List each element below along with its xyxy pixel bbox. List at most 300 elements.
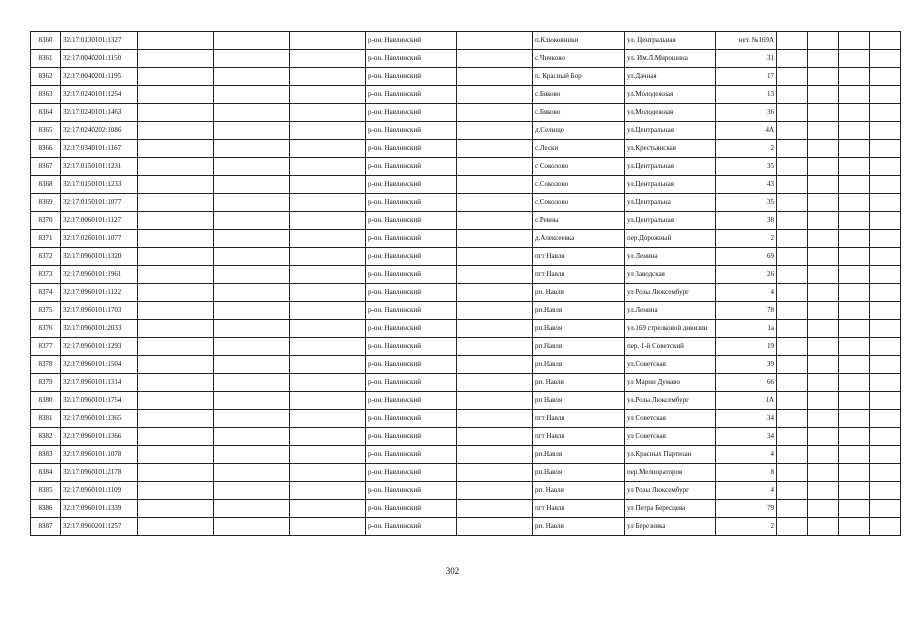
empty-cell bbox=[214, 356, 290, 374]
empty-cell bbox=[777, 428, 808, 446]
cadastral-number-cell: 32:17:0960101:2033 bbox=[61, 320, 138, 338]
house-number-cell: 17 bbox=[716, 68, 777, 86]
district-cell: р-он. Навлинский bbox=[366, 356, 457, 374]
cadastral-number-cell: 32:17:0960101:1339 bbox=[61, 500, 138, 518]
empty-cell bbox=[457, 464, 533, 482]
house-number-cell: 38 bbox=[716, 212, 777, 230]
empty-cell bbox=[839, 266, 870, 284]
empty-cell bbox=[290, 446, 366, 464]
empty-cell bbox=[138, 68, 214, 86]
empty-cell bbox=[808, 50, 839, 68]
empty-cell bbox=[290, 284, 366, 302]
cadastral-number-cell: 32:17:0960101:1314 bbox=[61, 374, 138, 392]
empty-cell bbox=[457, 374, 533, 392]
empty-cell bbox=[777, 194, 808, 212]
empty-cell bbox=[138, 284, 214, 302]
empty-cell bbox=[214, 176, 290, 194]
empty-cell bbox=[290, 302, 366, 320]
cadastral-number-cell: 32:17:0960101:1703 bbox=[61, 302, 138, 320]
street-cell: ул.Центральная bbox=[625, 212, 716, 230]
table-row bbox=[31, 392, 901, 410]
empty-cell bbox=[839, 68, 870, 86]
table-row bbox=[31, 518, 901, 536]
empty-cell bbox=[808, 320, 839, 338]
empty-cell bbox=[457, 410, 533, 428]
cadastral-number-cell: 32:17:0960101:1293 bbox=[61, 338, 138, 356]
empty-cell bbox=[777, 518, 808, 536]
locality-cell: с.Бяково bbox=[533, 104, 625, 122]
empty-cell bbox=[214, 50, 290, 68]
district-cell: р-он. Навлинский bbox=[366, 392, 457, 410]
empty-cell bbox=[138, 248, 214, 266]
empty-cell bbox=[457, 356, 533, 374]
district-cell: р-он. Навлинский bbox=[366, 518, 457, 536]
district-cell: р-он. Навлинский bbox=[366, 194, 457, 212]
empty-cell bbox=[777, 248, 808, 266]
empty-cell bbox=[214, 320, 290, 338]
row-number-cell: 8365 bbox=[31, 122, 61, 140]
empty-cell bbox=[138, 374, 214, 392]
locality-cell: рп.Навля bbox=[533, 356, 625, 374]
house-number-cell: 26 bbox=[716, 266, 777, 284]
empty-cell bbox=[138, 302, 214, 320]
cadastral-number-cell: 32:17:0130101:1327 bbox=[61, 32, 138, 50]
street-cell: ул Марии Думаво bbox=[625, 374, 716, 392]
table-row bbox=[31, 176, 901, 194]
empty-cell bbox=[290, 50, 366, 68]
empty-cell bbox=[839, 338, 870, 356]
cadastral-number-cell: 32:17:0150101:1233 bbox=[61, 176, 138, 194]
street-cell: пер.Дорожный bbox=[625, 230, 716, 248]
table-row bbox=[31, 32, 901, 50]
empty-cell bbox=[808, 410, 839, 428]
house-number-cell: 36 bbox=[716, 104, 777, 122]
locality-cell: рп. Навля bbox=[533, 284, 625, 302]
house-number-cell: 43 bbox=[716, 176, 777, 194]
empty-cell bbox=[138, 482, 214, 500]
empty-cell bbox=[839, 86, 870, 104]
cadastral-number-cell: 32:17:0960101:1320 bbox=[61, 248, 138, 266]
row-number-cell: 8383 bbox=[31, 446, 61, 464]
empty-cell bbox=[777, 410, 808, 428]
empty-cell bbox=[290, 320, 366, 338]
cadastral-number-cell: 32:17:0260101:1077 bbox=[61, 230, 138, 248]
empty-cell bbox=[290, 104, 366, 122]
empty-cell bbox=[138, 446, 214, 464]
empty-cell bbox=[808, 104, 839, 122]
cadastral-number-cell: 32:17:0240101:1254 bbox=[61, 86, 138, 104]
row-number-cell: 8375 bbox=[31, 302, 61, 320]
empty-cell bbox=[457, 284, 533, 302]
table-row bbox=[31, 248, 901, 266]
table-row bbox=[31, 230, 901, 248]
empty-cell bbox=[808, 338, 839, 356]
street-cell: пер. 1-й Советский bbox=[625, 338, 716, 356]
row-number-cell: 8382 bbox=[31, 428, 61, 446]
house-number-cell: 39 bbox=[716, 356, 777, 374]
empty-cell bbox=[214, 374, 290, 392]
empty-cell bbox=[808, 428, 839, 446]
row-number-cell: 8374 bbox=[31, 284, 61, 302]
empty-cell bbox=[290, 374, 366, 392]
table-row bbox=[31, 140, 901, 158]
empty-cell bbox=[457, 140, 533, 158]
house-number-cell: 34 bbox=[716, 410, 777, 428]
table-row bbox=[31, 374, 901, 392]
empty-cell bbox=[457, 32, 533, 50]
street-cell: ул.Ленина bbox=[625, 302, 716, 320]
empty-cell bbox=[457, 446, 533, 464]
district-cell: р-он. Навлинский bbox=[366, 500, 457, 518]
street-cell: ул.Розы Люксембург bbox=[625, 392, 716, 410]
cadastral-number-cell: 32:17:0960101:1078 bbox=[61, 446, 138, 464]
empty-cell bbox=[870, 212, 901, 230]
empty-cell bbox=[777, 212, 808, 230]
empty-cell bbox=[839, 482, 870, 500]
empty-cell bbox=[808, 266, 839, 284]
empty-cell bbox=[457, 320, 533, 338]
empty-cell bbox=[138, 158, 214, 176]
street-cell: ул Советская bbox=[625, 428, 716, 446]
locality-cell: пгт Навля bbox=[533, 410, 625, 428]
empty-cell bbox=[290, 194, 366, 212]
table-row bbox=[31, 464, 901, 482]
empty-cell bbox=[839, 50, 870, 68]
row-number-cell: 8385 bbox=[31, 482, 61, 500]
street-cell: ул Петра Бересцева bbox=[625, 500, 716, 518]
house-number-cell: 69 bbox=[716, 248, 777, 266]
cadastral-number-cell: 32:17:0150101:1231 bbox=[61, 158, 138, 176]
empty-cell bbox=[777, 86, 808, 104]
empty-cell bbox=[138, 410, 214, 428]
empty-cell bbox=[808, 122, 839, 140]
cadastral-number-cell: 32:17:0040201:1195 bbox=[61, 68, 138, 86]
locality-cell: рп.Навля bbox=[533, 446, 625, 464]
empty-cell bbox=[457, 266, 533, 284]
empty-cell bbox=[839, 302, 870, 320]
table-row bbox=[31, 194, 901, 212]
empty-cell bbox=[457, 212, 533, 230]
empty-cell bbox=[777, 284, 808, 302]
empty-cell bbox=[808, 482, 839, 500]
empty-cell bbox=[839, 212, 870, 230]
empty-cell bbox=[290, 482, 366, 500]
empty-cell bbox=[870, 194, 901, 212]
empty-cell bbox=[839, 248, 870, 266]
empty-cell bbox=[290, 140, 366, 158]
table-row bbox=[31, 284, 901, 302]
district-cell: р-он. Навлинский bbox=[366, 248, 457, 266]
house-number-cell: 4 bbox=[716, 482, 777, 500]
district-cell: р-он. Навлинский bbox=[366, 266, 457, 284]
empty-cell bbox=[777, 158, 808, 176]
house-number-cell: 4 bbox=[716, 284, 777, 302]
empty-cell bbox=[457, 122, 533, 140]
house-number-cell: нет. №169А bbox=[716, 32, 777, 50]
empty-cell bbox=[138, 212, 214, 230]
empty-cell bbox=[870, 338, 901, 356]
district-cell: р-он. Навлинский bbox=[366, 230, 457, 248]
row-number-cell: 8387 bbox=[31, 518, 61, 536]
empty-cell bbox=[870, 122, 901, 140]
empty-cell bbox=[808, 500, 839, 518]
empty-cell bbox=[777, 500, 808, 518]
empty-cell bbox=[808, 68, 839, 86]
cadastral-number-cell: 32:17:0960201:1257 bbox=[61, 518, 138, 536]
empty-cell bbox=[808, 86, 839, 104]
locality-cell: д.Алексеевка bbox=[533, 230, 625, 248]
empty-cell bbox=[870, 356, 901, 374]
empty-cell bbox=[290, 518, 366, 536]
empty-cell bbox=[290, 356, 366, 374]
empty-cell bbox=[457, 338, 533, 356]
cadastral-number-cell: 32:17:0960101:1122 bbox=[61, 284, 138, 302]
empty-cell bbox=[777, 464, 808, 482]
empty-cell bbox=[214, 446, 290, 464]
district-cell: р-он. Навлинский bbox=[366, 464, 457, 482]
cadastral-number-cell: 32:17:0150101:1077 bbox=[61, 194, 138, 212]
empty-cell bbox=[839, 284, 870, 302]
house-number-cell: 66 bbox=[716, 374, 777, 392]
empty-cell bbox=[839, 374, 870, 392]
empty-cell bbox=[870, 320, 901, 338]
empty-cell bbox=[870, 104, 901, 122]
row-number-cell: 8362 bbox=[31, 68, 61, 86]
house-number-cell: 1а bbox=[716, 320, 777, 338]
empty-cell bbox=[839, 428, 870, 446]
empty-cell bbox=[214, 32, 290, 50]
empty-cell bbox=[870, 176, 901, 194]
row-number-cell: 8376 bbox=[31, 320, 61, 338]
row-number-cell: 8364 bbox=[31, 104, 61, 122]
empty-cell bbox=[839, 194, 870, 212]
empty-cell bbox=[214, 212, 290, 230]
empty-cell bbox=[777, 50, 808, 68]
empty-cell bbox=[457, 158, 533, 176]
empty-cell bbox=[808, 32, 839, 50]
house-number-cell: 4А bbox=[716, 122, 777, 140]
empty-cell bbox=[777, 104, 808, 122]
empty-cell bbox=[777, 266, 808, 284]
locality-cell: п. Красный Бор bbox=[533, 68, 625, 86]
empty-cell bbox=[777, 140, 808, 158]
district-cell: р-он. Навлинский bbox=[366, 446, 457, 464]
empty-cell bbox=[839, 158, 870, 176]
empty-cell bbox=[839, 122, 870, 140]
table-row bbox=[31, 122, 901, 140]
empty-cell bbox=[457, 86, 533, 104]
empty-cell bbox=[870, 230, 901, 248]
empty-cell bbox=[138, 86, 214, 104]
row-number-cell: 8381 bbox=[31, 410, 61, 428]
registry-table bbox=[30, 31, 901, 536]
empty-cell bbox=[808, 464, 839, 482]
empty-cell bbox=[214, 122, 290, 140]
locality-cell: рп.Навля bbox=[533, 302, 625, 320]
empty-cell bbox=[457, 248, 533, 266]
street-cell: ул.Дачная bbox=[625, 68, 716, 86]
empty-cell bbox=[290, 230, 366, 248]
district-cell: р-он. Навлинский bbox=[366, 284, 457, 302]
table-row bbox=[31, 212, 901, 230]
empty-cell bbox=[808, 230, 839, 248]
house-number-cell: 13 bbox=[716, 86, 777, 104]
empty-cell bbox=[214, 230, 290, 248]
empty-cell bbox=[870, 50, 901, 68]
empty-cell bbox=[290, 68, 366, 86]
empty-cell bbox=[457, 50, 533, 68]
empty-cell bbox=[138, 266, 214, 284]
locality-cell: рп.Навля bbox=[533, 464, 625, 482]
table-row bbox=[31, 86, 901, 104]
empty-cell bbox=[808, 176, 839, 194]
empty-cell bbox=[290, 392, 366, 410]
cadastral-number-cell: 32:17:0040201:1150 bbox=[61, 50, 138, 68]
empty-cell bbox=[457, 176, 533, 194]
district-cell: р-он. Навлинский bbox=[366, 176, 457, 194]
empty-cell bbox=[808, 302, 839, 320]
empty-cell bbox=[138, 356, 214, 374]
empty-cell bbox=[870, 500, 901, 518]
empty-cell bbox=[839, 104, 870, 122]
locality-cell: п.Клюковники bbox=[533, 32, 625, 50]
empty-cell bbox=[870, 140, 901, 158]
row-number-cell: 8378 bbox=[31, 356, 61, 374]
empty-cell bbox=[777, 32, 808, 50]
house-number-cell: 2 bbox=[716, 518, 777, 536]
district-cell: р-он. Навлинский bbox=[366, 302, 457, 320]
empty-cell bbox=[808, 212, 839, 230]
empty-cell bbox=[870, 518, 901, 536]
empty-cell bbox=[214, 410, 290, 428]
row-number-cell: 8384 bbox=[31, 464, 61, 482]
empty-cell bbox=[214, 518, 290, 536]
row-number-cell: 8361 bbox=[31, 50, 61, 68]
empty-cell bbox=[808, 374, 839, 392]
cadastral-number-cell: 32:17:0960101:1365 bbox=[61, 410, 138, 428]
locality-cell: рп Навля bbox=[533, 392, 625, 410]
district-cell: р-он. Навлинский bbox=[366, 482, 457, 500]
empty-cell bbox=[290, 338, 366, 356]
house-number-cell: 2 bbox=[716, 140, 777, 158]
street-cell: ул Розы Люксембург bbox=[625, 482, 716, 500]
table-row bbox=[31, 428, 901, 446]
empty-cell bbox=[138, 428, 214, 446]
district-cell: р-он. Навлинский bbox=[366, 320, 457, 338]
empty-cell bbox=[290, 464, 366, 482]
empty-cell bbox=[777, 356, 808, 374]
empty-cell bbox=[457, 194, 533, 212]
empty-cell bbox=[457, 302, 533, 320]
street-cell: ул.Центральная bbox=[625, 122, 716, 140]
house-number-cell: 19 bbox=[716, 338, 777, 356]
street-cell: ул Ленина bbox=[625, 248, 716, 266]
empty-cell bbox=[138, 230, 214, 248]
empty-cell bbox=[870, 446, 901, 464]
row-number-cell: 8377 bbox=[31, 338, 61, 356]
empty-cell bbox=[839, 140, 870, 158]
empty-cell bbox=[290, 86, 366, 104]
empty-cell bbox=[839, 32, 870, 50]
empty-cell bbox=[214, 500, 290, 518]
district-cell: р-он. Навлинский bbox=[366, 140, 457, 158]
empty-cell bbox=[839, 500, 870, 518]
empty-cell bbox=[214, 266, 290, 284]
empty-cell bbox=[870, 68, 901, 86]
empty-cell bbox=[839, 410, 870, 428]
empty-cell bbox=[870, 482, 901, 500]
house-number-cell: 78 bbox=[716, 302, 777, 320]
table-row bbox=[31, 446, 901, 464]
row-number-cell: 8366 bbox=[31, 140, 61, 158]
empty-cell bbox=[290, 122, 366, 140]
cadastral-number-cell: 32:17:0960101:2178 bbox=[61, 464, 138, 482]
table-row bbox=[31, 68, 901, 86]
street-cell: ул.Молодежная bbox=[625, 104, 716, 122]
street-cell: ул. Им.Л.Мирошина bbox=[625, 50, 716, 68]
empty-cell bbox=[290, 500, 366, 518]
empty-cell bbox=[457, 392, 533, 410]
empty-cell bbox=[138, 500, 214, 518]
house-number-cell: 8 bbox=[716, 464, 777, 482]
street-cell: ул Березняка bbox=[625, 518, 716, 536]
empty-cell bbox=[808, 158, 839, 176]
empty-cell bbox=[214, 482, 290, 500]
table-row bbox=[31, 104, 901, 122]
district-cell: р-он. Навлинский bbox=[366, 50, 457, 68]
page-number: 302 bbox=[445, 566, 460, 576]
district-cell: р-он. Навлинский bbox=[366, 68, 457, 86]
empty-cell bbox=[138, 50, 214, 68]
empty-cell bbox=[808, 140, 839, 158]
locality-cell: рп. Навля bbox=[533, 374, 625, 392]
locality-cell: пгт Навля bbox=[533, 266, 625, 284]
locality-cell: рп.Навля bbox=[533, 320, 625, 338]
table-row bbox=[31, 158, 901, 176]
empty-cell bbox=[214, 86, 290, 104]
empty-cell bbox=[290, 266, 366, 284]
cadastral-number-cell: 32:17:0960101:1961 bbox=[61, 266, 138, 284]
district-cell: р-он. Навлинский bbox=[366, 374, 457, 392]
empty-cell bbox=[870, 428, 901, 446]
locality-cell: рп. Навля bbox=[533, 482, 625, 500]
empty-cell bbox=[290, 212, 366, 230]
empty-cell bbox=[808, 392, 839, 410]
locality-cell: с.Соколово bbox=[533, 194, 625, 212]
empty-cell bbox=[214, 104, 290, 122]
empty-cell bbox=[808, 194, 839, 212]
empty-cell bbox=[214, 338, 290, 356]
street-cell: ул. Центральная bbox=[625, 32, 716, 50]
district-cell: р-он. Навлинский bbox=[366, 122, 457, 140]
row-number-cell: 8386 bbox=[31, 500, 61, 518]
row-number-cell: 8368 bbox=[31, 176, 61, 194]
empty-cell bbox=[777, 230, 808, 248]
empty-cell bbox=[214, 392, 290, 410]
empty-cell bbox=[839, 446, 870, 464]
row-number-cell: 8371 bbox=[31, 230, 61, 248]
row-number-cell: 8373 bbox=[31, 266, 61, 284]
row-number-cell: 8379 bbox=[31, 374, 61, 392]
cadastral-number-cell: 32:17:0960101:1366 bbox=[61, 428, 138, 446]
empty-cell bbox=[777, 338, 808, 356]
empty-cell bbox=[138, 32, 214, 50]
table-row bbox=[31, 50, 901, 68]
locality-cell: с.Лески bbox=[533, 140, 625, 158]
cadastral-number-cell: 32:17:0960101:1754 bbox=[61, 392, 138, 410]
empty-cell bbox=[777, 122, 808, 140]
district-cell: р-он. Навлинский bbox=[366, 86, 457, 104]
